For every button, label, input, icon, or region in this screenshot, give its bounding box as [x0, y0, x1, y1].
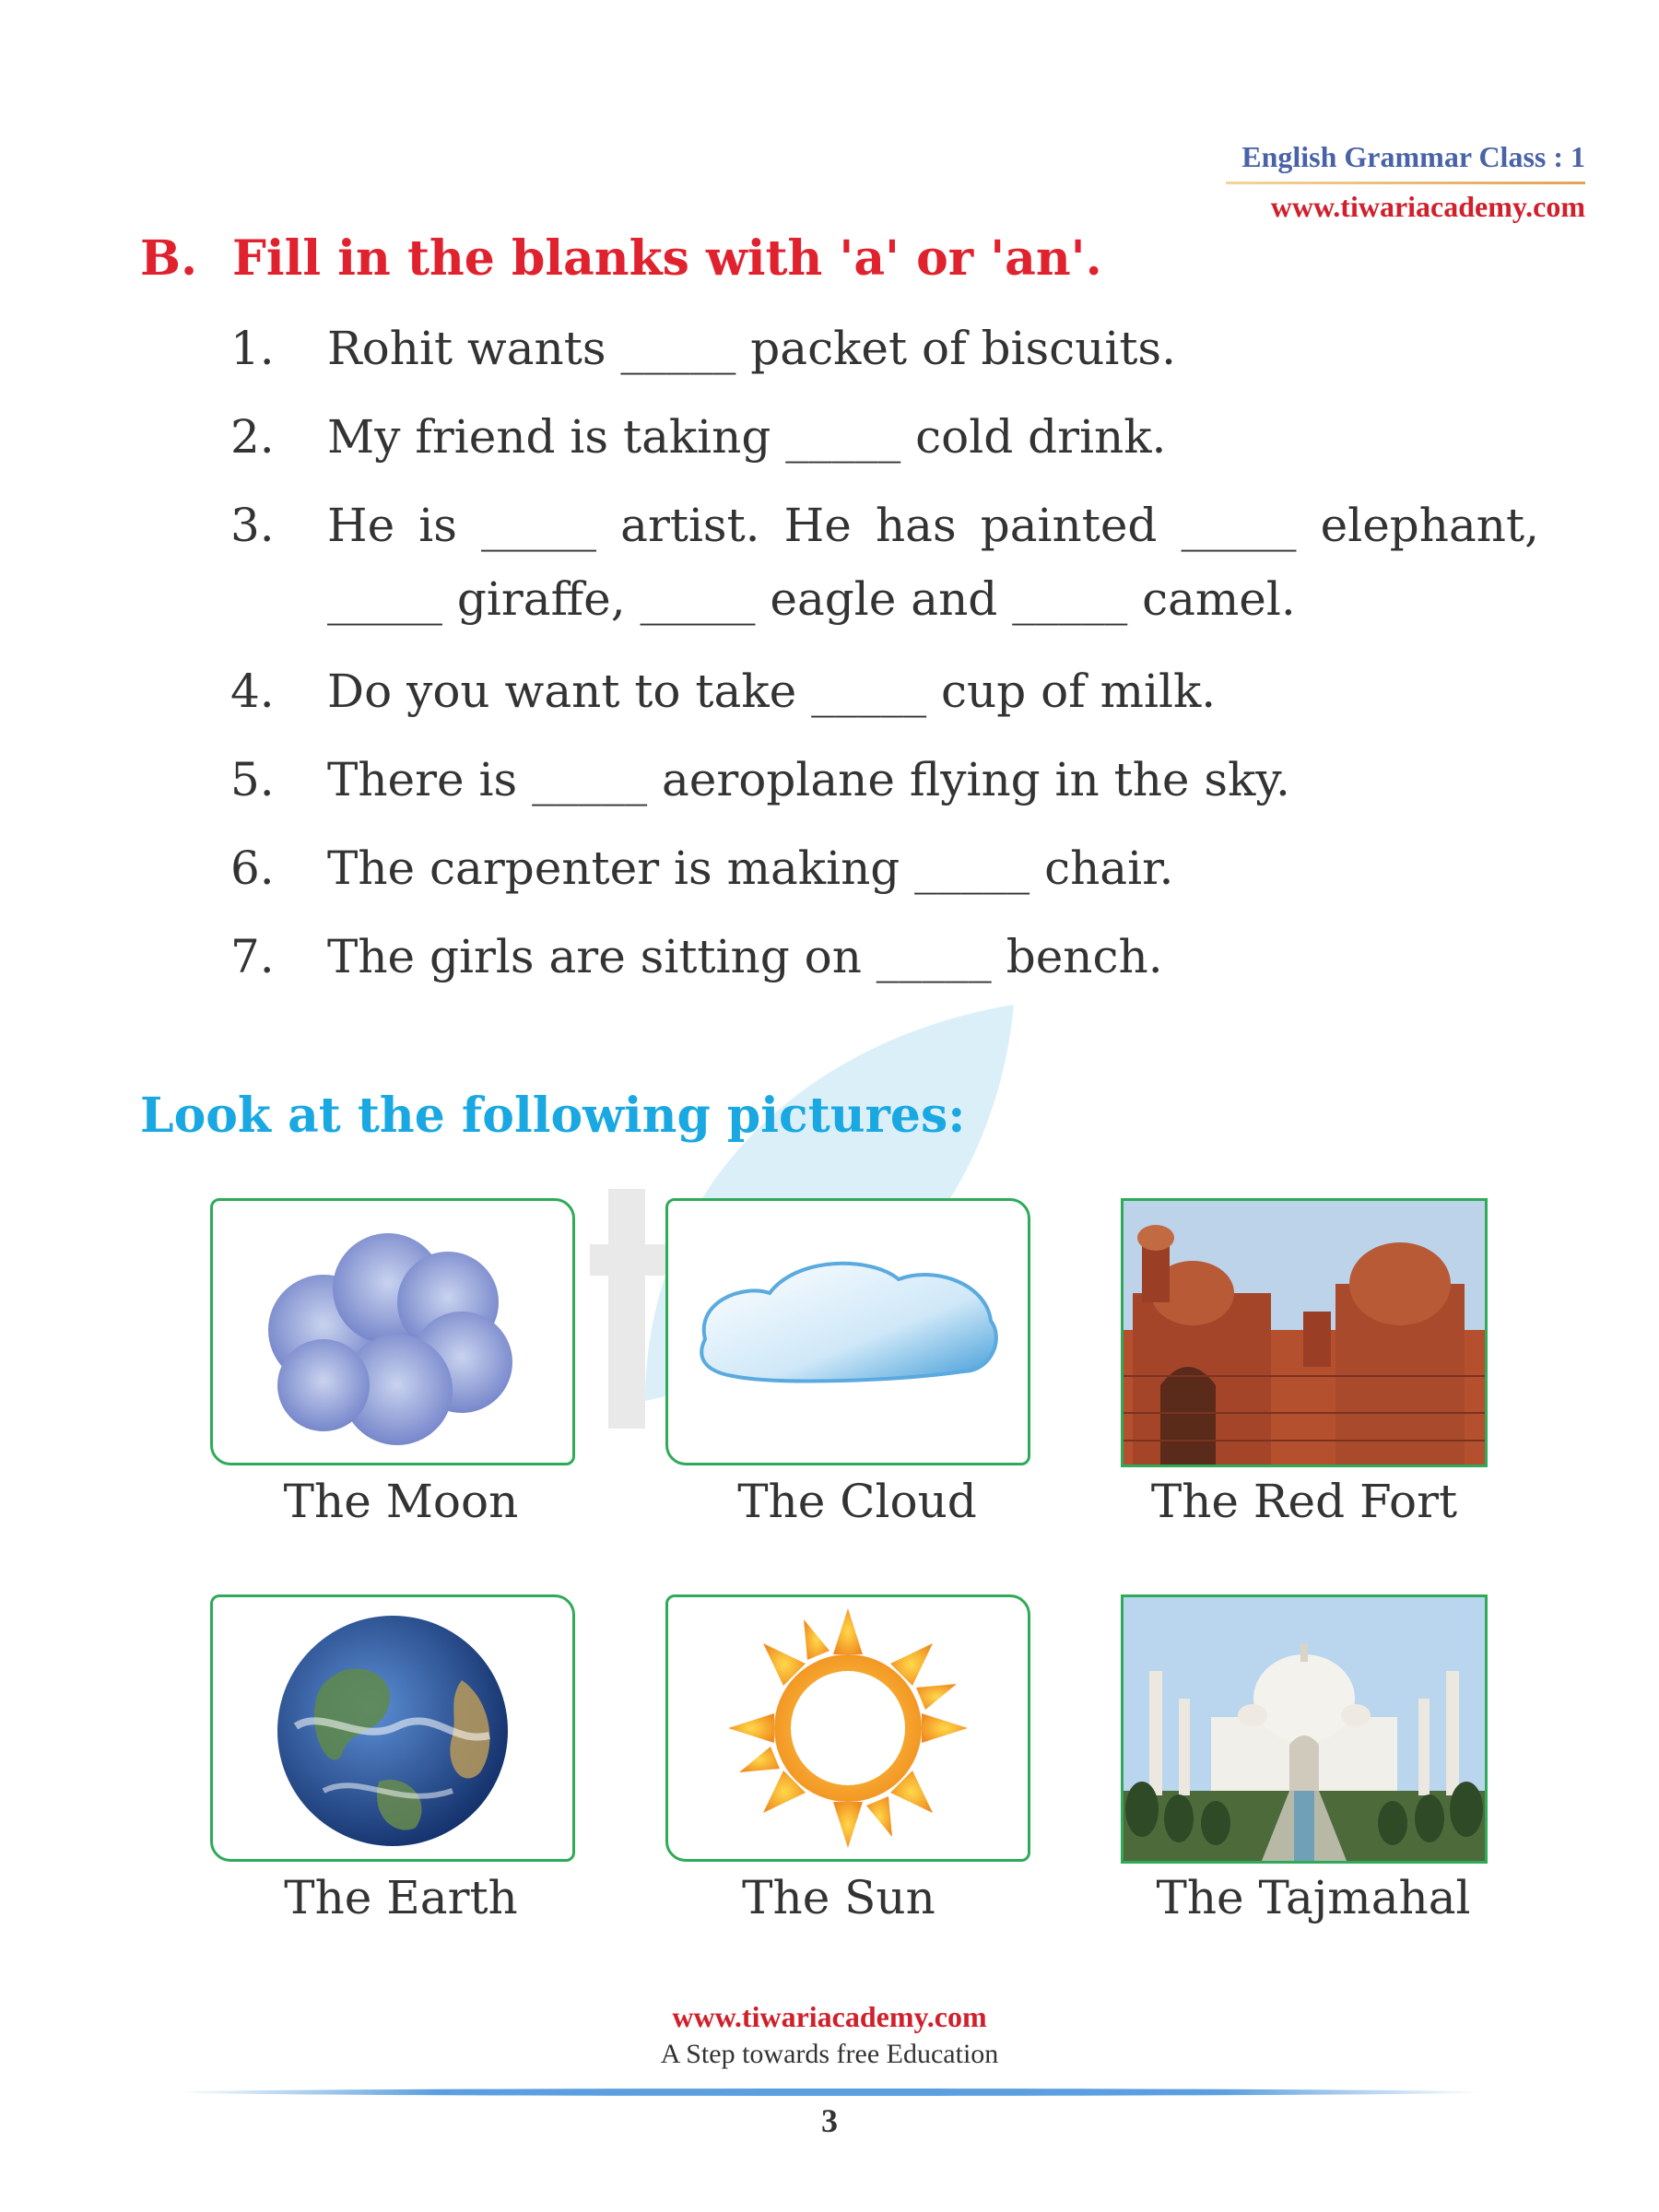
taj-mahal-photo: [1124, 1597, 1485, 1861]
picture-card-cloud: [665, 1198, 1030, 1465]
caption-sun: The Sun: [742, 1871, 935, 1924]
cloud-icon: [668, 1201, 1028, 1463]
picture-card-earth: [210, 1594, 575, 1862]
caption-moon: The Moon: [283, 1475, 519, 1528]
book-title: English Grammar Class : 1: [1241, 140, 1585, 173]
earth-icon: [213, 1597, 572, 1859]
question-number: 1.: [230, 322, 275, 375]
picture-card-moon: [210, 1198, 575, 1465]
look-heading: Look at the following pictures:: [140, 1088, 966, 1144]
question-item: [230, 920, 1539, 994]
question-number: 2.: [230, 410, 275, 464]
red-fort-photo: [1124, 1201, 1485, 1465]
question-text-continued: _____ giraffe, _____ eagle and _____ camel.: [327, 572, 1296, 626]
caption-cloud: The Cloud: [737, 1475, 977, 1528]
footer-divider: [175, 2088, 1484, 2096]
question-item: [230, 312, 1539, 385]
header-url[interactable]: www.tiwariacademy.com: [1270, 190, 1585, 223]
question-number: 3.: [230, 499, 275, 552]
sun-icon: [668, 1597, 1028, 1859]
question-number: 6.: [230, 841, 275, 895]
question-item: [230, 400, 1539, 474]
section-b-heading: [140, 230, 1102, 287]
question-item: [230, 654, 1539, 728]
question-item: [230, 831, 1539, 905]
question-text: He is _____ artist. He has painted _____ elephant,: [327, 499, 1539, 552]
picture-card-red-fort: [1121, 1198, 1488, 1467]
question-text: My friend is taking _____ cold drink.: [327, 410, 1167, 464]
question-text: The carpenter is making _____ chair.: [327, 841, 1174, 895]
picture-card-taj-mahal: [1121, 1594, 1488, 1864]
question-number: 5.: [230, 753, 275, 806]
footer-url[interactable]: www.tiwariacademy.com: [672, 2000, 987, 2033]
question-item: [230, 743, 1539, 817]
moon-cloud-icon: [213, 1201, 572, 1463]
picture-card-sun: [665, 1594, 1030, 1862]
page-header: [1226, 140, 1585, 224]
caption-taj-mahal: The Tajmahal: [1156, 1871, 1471, 1924]
section-letter: B.: [140, 230, 198, 287]
question-number: 4.: [230, 665, 275, 718]
caption-red-fort: The Red Fort: [1150, 1475, 1458, 1528]
question-number: 7.: [230, 930, 275, 983]
footer-tagline: A Step towards free Education: [660, 2039, 999, 2069]
question-text: The girls are sitting on _____ bench.: [327, 930, 1163, 983]
question-item: [230, 488, 1539, 636]
question-text: Do you want to take _____ cup of milk.: [327, 665, 1217, 718]
question-text: Rohit wants _____ packet of biscuits.: [327, 322, 1176, 375]
question-text: There is _____ aeroplane flying in the sky.: [327, 753, 1290, 806]
section-title: Fill in the blanks with 'a' or 'an'.: [232, 230, 1102, 287]
page-number: 3: [821, 2102, 838, 2139]
header-rule: [1226, 182, 1585, 184]
caption-earth: The Earth: [284, 1871, 518, 1924]
